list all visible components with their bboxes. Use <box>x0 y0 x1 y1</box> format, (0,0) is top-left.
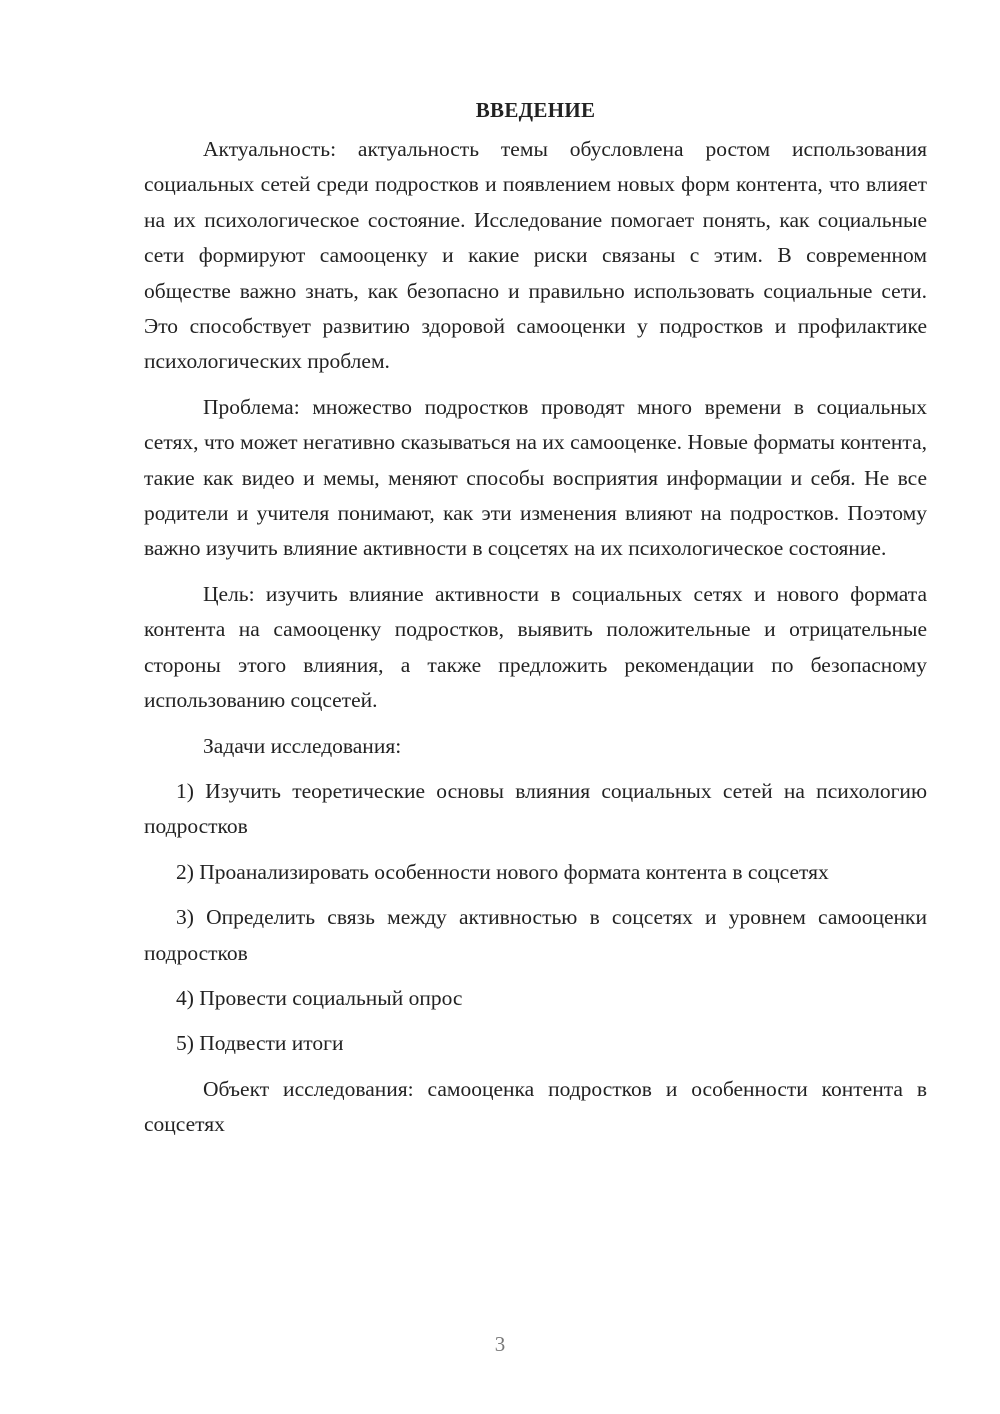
task-item-2: 2) Проанализировать особенности нового формата контента в соцсетях <box>176 859 829 884</box>
document-page <box>144 92 927 1153</box>
paragraph-goal: Цель: изучить влияние активности в социальных сетях и нового формата контента на самооценку подростков, выявить положительные и отрицательные стороны этого влияния, а также предложить рекомендации по безопасному использованию соцсетей. <box>144 581 927 713</box>
task-item-3: 3) Определить связь между активностью в соцсетях и уровнем самооценки подростков <box>144 905 927 965</box>
paragraph-relevance: Актуальность: актуальность темы обусловлена ростом использования социальных сетей среди подростков и появлением новых форм контента, что влияет на их психологическое состояние. Исследование помогает понять, как социальные сети формируют самооценку и какие риски связаны с этим. В современном обществе важно знать, как безопасно и правильно использовать социальные сети. Это способствует развитию здоровой самооценки у подростков и профилактике психологических проблем. <box>144 137 927 374</box>
page-number: 3 <box>494 1332 506 1356</box>
task-item-1: 1) Изучить теоретические основы влияния социальных сетей на психологию подростков <box>144 778 927 839</box>
tasks-heading: Задачи исследования: <box>203 733 402 758</box>
paragraph-object: Объект исследования: самооценка подростков и особенности контента в соцсетях <box>144 1076 927 1137</box>
section-title: ВВЕДЕНИЕ <box>475 98 596 122</box>
paragraph-problem: Проблема: множество подростков проводят много времени в социальных сетях, что может негативно сказываться на их самооценке. Новые форматы контента, такие как видео и мемы, меняют способы восприятия информации и себя. Не все родители и учителя понимают, как эти изменения влияют на подростков. Поэтому важно изучить влияние активности в соцсетях на их психологическое состояние. <box>144 394 927 561</box>
task-item-4: 4) Провести социальный опрос <box>176 985 463 1010</box>
task-item-5: 5) Подвести итоги <box>176 1031 344 1056</box>
